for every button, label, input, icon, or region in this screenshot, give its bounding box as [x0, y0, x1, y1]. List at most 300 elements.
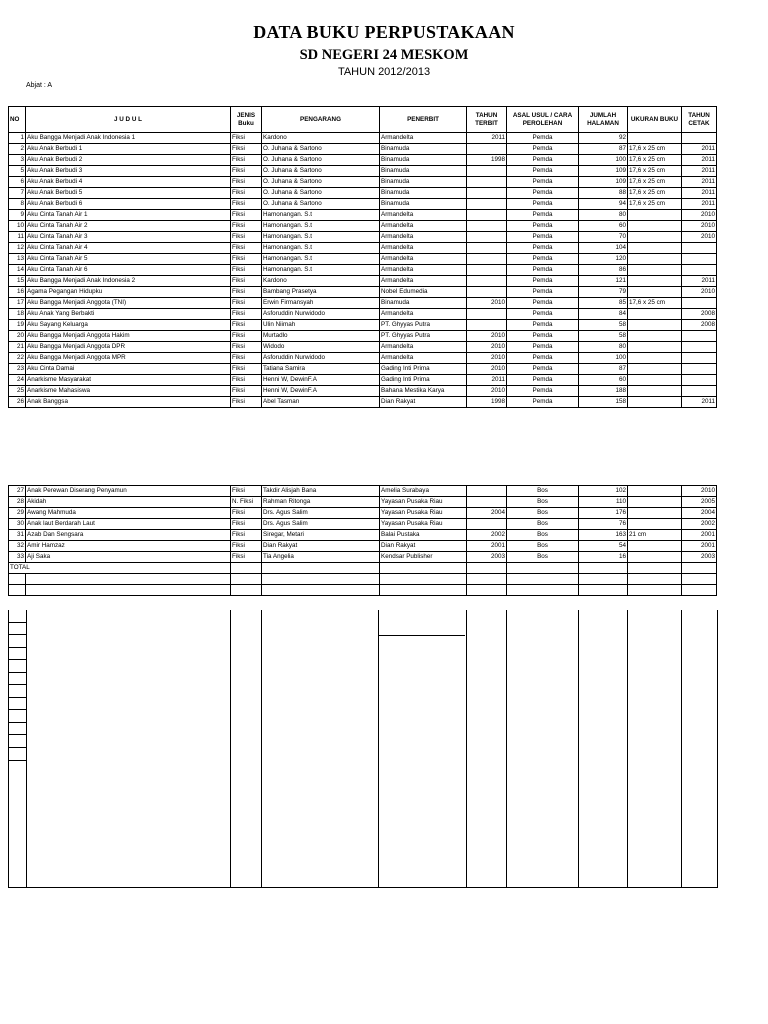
cell-no: 8: [9, 199, 26, 210]
cell-tahun-cetak: [682, 243, 717, 254]
cell-no: 7: [9, 188, 26, 199]
cell-penerbit: Armandelta: [380, 243, 467, 254]
cell-penerbit: Binamuda: [380, 188, 467, 199]
cell-tahun-terbit: [467, 287, 507, 298]
cell-asal-usul: Pemda: [507, 221, 579, 232]
cell-jenis: Fiksi: [231, 353, 262, 364]
cell-tahun-terbit: [467, 276, 507, 287]
cell-tahun-cetak: 2011: [682, 177, 717, 188]
cell-no: 18: [9, 309, 26, 320]
cell-no: 27: [9, 486, 26, 497]
school-name: SD NEGERI 24 MESKOM: [299, 47, 469, 63]
cell-jenis: Fiksi: [231, 375, 262, 386]
cell-tahun-terbit: 2010: [467, 342, 507, 353]
cell-pengarang: Rahman Ritonga: [262, 497, 380, 508]
col-pengarang: PENGARANG: [262, 107, 380, 133]
cell-pengarang: Dian Rakyat: [262, 541, 380, 552]
cell-tahun-cetak: 2010: [682, 486, 717, 497]
cell-tahun-terbit: [467, 232, 507, 243]
cell-judul: Aku Bangga Menjadi Anggota Hakim: [26, 331, 231, 342]
cell-penerbit: Armandelta: [380, 342, 467, 353]
cell-jumlah-halaman: 109: [579, 166, 628, 177]
cell-jumlah-halaman: 60: [579, 375, 628, 386]
cell-pengarang: Asforuddin Nurwidodo: [262, 309, 380, 320]
school-year: TAHUN 2012/2013: [337, 66, 431, 78]
cell-jumlah-halaman: 70: [579, 232, 628, 243]
cell-no: 2: [9, 144, 26, 155]
cell-pengarang: Murtadlo: [262, 331, 380, 342]
cell-penerbit: Binamuda: [380, 166, 467, 177]
cell-ukuran-buku: [628, 309, 682, 320]
table-row: [9, 397, 717, 408]
cell-asal-usul: Bos: [507, 530, 579, 541]
cell-pengarang: Abel Tasman: [262, 397, 380, 408]
cell-jumlah-halaman: 58: [579, 320, 628, 331]
cell-jumlah-halaman: 158: [579, 397, 628, 408]
col-jenis: JENIS Buku: [231, 107, 262, 133]
cell-pengarang: O. Juhana & Sartono: [262, 144, 380, 155]
cell-penerbit: Binamuda: [380, 177, 467, 188]
cell-asal-usul: Pemda: [507, 199, 579, 210]
table-row: [9, 254, 717, 265]
cell-jenis: Fiksi: [231, 177, 262, 188]
cell-tahun-cetak: 2008: [682, 320, 717, 331]
cell-ukuran-buku: [628, 375, 682, 386]
cell-tahun-cetak: [682, 353, 717, 364]
table-row: [9, 342, 717, 353]
table-row: [9, 497, 717, 508]
cell-jenis: Fiksi: [231, 541, 262, 552]
cell-asal-usul: Pemda: [507, 298, 579, 309]
cell-no: 20: [9, 331, 26, 342]
cell-no: 23: [9, 364, 26, 375]
cell-jumlah-halaman: 86: [579, 265, 628, 276]
cell-jenis: Fiksi: [231, 530, 262, 541]
cell-jumlah-halaman: 100: [579, 353, 628, 364]
cell-asal-usul: Pemda: [507, 188, 579, 199]
cell-tahun-cetak: [682, 375, 717, 386]
cell-tahun-terbit: [467, 309, 507, 320]
cell-no: 31: [9, 530, 26, 541]
cell-ukuran-buku: [628, 320, 682, 331]
cell-penerbit: Armandelta: [380, 309, 467, 320]
document-title: DATA BUKU PERPUSTAKAAN: [253, 22, 515, 42]
cell-jenis: Fiksi: [231, 320, 262, 331]
cell-jenis: Fiksi: [231, 552, 262, 563]
cell-ukuran-buku: 17,6 x 25 cm: [628, 155, 682, 166]
cell-jenis: Fiksi: [231, 386, 262, 397]
col-tahun-cetak: TAHUN CETAK: [682, 107, 717, 133]
cell-jumlah-halaman: 79: [579, 287, 628, 298]
cell-tahun-cetak: 2011: [682, 276, 717, 287]
cell-no: 21: [9, 342, 26, 353]
cell-jumlah-halaman: 104: [579, 243, 628, 254]
cell-jumlah-halaman: 120: [579, 254, 628, 265]
cell-asal-usul: Pemda: [507, 155, 579, 166]
cell-penerbit: Dian Rakyat: [380, 541, 467, 552]
cell-judul: Azab Dan Sengsara: [26, 530, 231, 541]
cell-asal-usul: Bos: [507, 541, 579, 552]
table-row: [9, 519, 717, 530]
cell-ukuran-buku: [628, 541, 682, 552]
cell-jumlah-halaman: 102: [579, 486, 628, 497]
table-row: [9, 210, 717, 221]
blank-row: [9, 574, 717, 585]
cell-ukuran-buku: 17,6 x 25 cm: [628, 177, 682, 188]
cell-asal-usul: Bos: [507, 508, 579, 519]
table-row: [9, 232, 717, 243]
cell-no: 5: [9, 166, 26, 177]
cell-no: 13: [9, 254, 26, 265]
table-row: [9, 508, 717, 519]
cell-tahun-cetak: 2011: [682, 144, 717, 155]
table-row: [9, 144, 717, 155]
col-penerbit: PENERBIT: [380, 107, 467, 133]
cell-jenis: Fiksi: [231, 155, 262, 166]
cell-judul: Aku Cinta Tanah Air 6: [26, 265, 231, 276]
cell-no: 12: [9, 243, 26, 254]
cell-tahun-terbit: [467, 265, 507, 276]
cell-jumlah-halaman: 163: [579, 530, 628, 541]
cell-tahun-cetak: 2002: [682, 519, 717, 530]
cell-judul: Aku Cinta Tanah Air 3: [26, 232, 231, 243]
cell-tahun-terbit: [467, 486, 507, 497]
cell-jumlah-halaman: 188: [579, 386, 628, 397]
cell-pengarang: Asforuddin Nurwidodo: [262, 353, 380, 364]
cell-jenis: Fiksi: [231, 254, 262, 265]
cell-judul: Aku Cinta Tanah Air 2: [26, 221, 231, 232]
cell-pengarang: Erwin Firmansyah: [262, 298, 380, 309]
cell-no: 22: [9, 353, 26, 364]
cell-ukuran-buku: [628, 265, 682, 276]
cell-ukuran-buku: [628, 552, 682, 563]
cell-penerbit: Nobel Edumedia: [380, 287, 467, 298]
cell-tahun-terbit: [467, 210, 507, 221]
cell-tahun-cetak: [682, 342, 717, 353]
cell-jenis: Fiksi: [231, 221, 262, 232]
cell-tahun-cetak: [682, 364, 717, 375]
cell-tahun-terbit: [467, 254, 507, 265]
cell-penerbit: Gading Inti Prima: [380, 364, 467, 375]
col-judul: J U D U L: [26, 107, 231, 133]
cell-jenis: Fiksi: [231, 144, 262, 155]
cell-jumlah-halaman: 58: [579, 331, 628, 342]
cell-jumlah-halaman: 60: [579, 221, 628, 232]
cell-jenis: Fiksi: [231, 486, 262, 497]
cell-tahun-cetak: 2010: [682, 232, 717, 243]
cell-jenis: Fiksi: [231, 342, 262, 353]
table-row: [9, 199, 717, 210]
cell-no: 28: [9, 497, 26, 508]
table-row: [9, 552, 717, 563]
cell-jumlah-halaman: 100: [579, 155, 628, 166]
table-row: [9, 298, 717, 309]
cell-tahun-terbit: 2010: [467, 353, 507, 364]
cell-no: 30: [9, 519, 26, 530]
cell-ukuran-buku: [628, 508, 682, 519]
cell-ukuran-buku: [628, 342, 682, 353]
table-header-row: [9, 107, 717, 133]
cell-jenis: Fiksi: [231, 508, 262, 519]
cell-pengarang: Kardono: [262, 276, 380, 287]
col-ukuran-buku: UKURAN BUKU: [628, 107, 682, 133]
cell-jenis: Fiksi: [231, 210, 262, 221]
cell-tahun-cetak: 2010: [682, 221, 717, 232]
cell-pengarang: Hamonangan. S.t: [262, 254, 380, 265]
cell-asal-usul: Pemda: [507, 386, 579, 397]
col-asal-usul: ASAL USUL / CARA PEROLEHAN: [507, 107, 579, 133]
cell-pengarang: Henni W, DewinF.A: [262, 386, 380, 397]
col-tahun-terbit: TAHUN TERBIT: [467, 107, 507, 133]
cell-jenis: Fiksi: [231, 298, 262, 309]
cell-jumlah-halaman: 176: [579, 508, 628, 519]
cell-penerbit: Balai Pustaka: [380, 530, 467, 541]
cell-jumlah-halaman: 87: [579, 364, 628, 375]
cell-pengarang: Hamonangan. S.t: [262, 210, 380, 221]
cell-jumlah-halaman: 80: [579, 342, 628, 353]
cell-asal-usul: Pemda: [507, 232, 579, 243]
cell-jumlah-halaman: 110: [579, 497, 628, 508]
cell-judul: Aku Anak Berbudi 2: [26, 155, 231, 166]
cell-penerbit: Armandelta: [380, 133, 467, 144]
cell-tahun-cetak: [682, 298, 717, 309]
abjat-label: Abjat : A: [26, 82, 53, 89]
cell-jumlah-halaman: 121: [579, 276, 628, 287]
cell-judul: Anarkisme Mahasiswa: [26, 386, 231, 397]
cell-ukuran-buku: 21 cm: [628, 530, 682, 541]
cell-penerbit: Binamuda: [380, 199, 467, 210]
cell-pengarang: Henni W, DewinF.A: [262, 375, 380, 386]
cell-ukuran-buku: [628, 364, 682, 375]
cell-judul: Aku Anak Berbudi 6: [26, 199, 231, 210]
cell-pengarang: O. Juhana & Sartono: [262, 188, 380, 199]
table-row: [9, 265, 717, 276]
cell-tahun-cetak: [682, 386, 717, 397]
table-row: [9, 287, 717, 298]
cell-ukuran-buku: [628, 386, 682, 397]
cell-no: 17: [9, 298, 26, 309]
cell-judul: Aku Bangga Menjadi Anggota MPR: [26, 353, 231, 364]
cell-penerbit: Dian Rakyat: [380, 397, 467, 408]
cell-judul: Aku Cinta Damai: [26, 364, 231, 375]
cell-asal-usul: Pemda: [507, 353, 579, 364]
cell-ukuran-buku: [628, 243, 682, 254]
cell-jenis: Fiksi: [231, 199, 262, 210]
cell-tahun-terbit: [467, 221, 507, 232]
cell-jumlah-halaman: 88: [579, 188, 628, 199]
cell-judul: Anak Banggsa: [26, 397, 231, 408]
cell-no: 32: [9, 541, 26, 552]
cell-pengarang: Hamonangan. S.t: [262, 265, 380, 276]
cell-tahun-cetak: 2001: [682, 541, 717, 552]
cell-no: 9: [9, 210, 26, 221]
cell-jenis: Fiksi: [231, 331, 262, 342]
cell-ukuran-buku: [628, 331, 682, 342]
cell-asal-usul: Bos: [507, 486, 579, 497]
cell-pengarang: O. Juhana & Sartono: [262, 177, 380, 188]
cell-jumlah-halaman: 85: [579, 298, 628, 309]
cell-jenis: Fiksi: [231, 519, 262, 530]
cell-penerbit: Kendsar Publisher: [380, 552, 467, 563]
cell-tahun-terbit: [467, 144, 507, 155]
cell-jenis: Fiksi: [231, 397, 262, 408]
cell-ukuran-buku: [628, 221, 682, 232]
book-table-1: [8, 106, 717, 408]
cell-tahun-terbit: 2010: [467, 331, 507, 342]
cell-judul: Aku Cinta Tanah Air 1: [26, 210, 231, 221]
cell-penerbit: PT. Ghyyas Putra: [380, 320, 467, 331]
cell-no: 19: [9, 320, 26, 331]
cell-jumlah-halaman: 84: [579, 309, 628, 320]
cell-asal-usul: Pemda: [507, 287, 579, 298]
cell-jumlah-halaman: 54: [579, 541, 628, 552]
cell-ukuran-buku: 17,6 x 25 cm: [628, 166, 682, 177]
col-jumlah-halaman: JUMLAH HALAMAN: [579, 107, 628, 133]
cell-pengarang: Bambang Prasetya: [262, 287, 380, 298]
cell-penerbit: Yayasan Pusaka Riau: [380, 519, 467, 530]
table-row: [9, 486, 717, 497]
table-row: [9, 133, 717, 144]
cell-pengarang: Tatiana Samira: [262, 364, 380, 375]
table-row: [9, 188, 717, 199]
cell-pengarang: Ulin Niimah: [262, 320, 380, 331]
cell-judul: Aku Bangga Menjadi Anak Indonesia 1: [26, 133, 231, 144]
cell-pengarang: Hamonangan. S.t: [262, 221, 380, 232]
cell-penerbit: Armandelta: [380, 353, 467, 364]
cell-penerbit: PT. Ghyyas Putra: [380, 331, 467, 342]
cell-asal-usul: Pemda: [507, 331, 579, 342]
cell-tahun-terbit: [467, 199, 507, 210]
cell-penerbit: Armandelta: [380, 265, 467, 276]
cell-tahun-cetak: 2004: [682, 508, 717, 519]
cell-jumlah-halaman: 92: [579, 133, 628, 144]
cell-tahun-terbit: [467, 243, 507, 254]
table-row: [9, 375, 717, 386]
cell-tahun-terbit: 2001: [467, 541, 507, 552]
cell-judul: Aji Saka: [26, 552, 231, 563]
cell-asal-usul: Pemda: [507, 144, 579, 155]
cell-pengarang: Hamonangan. S.t: [262, 232, 380, 243]
cell-ukuran-buku: [628, 210, 682, 221]
cell-penerbit: Bahana Mestika Karya: [380, 386, 467, 397]
cell-tahun-terbit: [467, 519, 507, 530]
cell-penerbit: Binamuda: [380, 155, 467, 166]
cell-asal-usul: Pemda: [507, 320, 579, 331]
cell-ukuran-buku: [628, 353, 682, 364]
cell-pengarang: Takdir Alisjah Bana: [262, 486, 380, 497]
cell-tahun-terbit: 2002: [467, 530, 507, 541]
cell-no: 16: [9, 287, 26, 298]
cell-tahun-terbit: 1998: [467, 155, 507, 166]
cell-asal-usul: Pemda: [507, 375, 579, 386]
cell-asal-usul: Pemda: [507, 364, 579, 375]
cell-asal-usul: Pemda: [507, 166, 579, 177]
cell-judul: Anarkisme Masyarakat: [26, 375, 231, 386]
col-no: NO: [9, 107, 26, 133]
cell-jenis: N. Fiksi: [231, 497, 262, 508]
cell-tahun-cetak: 2011: [682, 199, 717, 210]
cell-jenis: Fiksi: [231, 232, 262, 243]
cell-pengarang: Kardono: [262, 133, 380, 144]
cell-tahun-terbit: 2010: [467, 298, 507, 309]
cell-tahun-terbit: 2011: [467, 375, 507, 386]
cell-jumlah-halaman: 87: [579, 144, 628, 155]
cell-judul: Aku Anak Berbudi 1: [26, 144, 231, 155]
cell-ukuran-buku: [628, 519, 682, 530]
cell-no: 3: [9, 155, 26, 166]
cell-tahun-terbit: 2003: [467, 552, 507, 563]
cell-penerbit: Amelia Surabaya: [380, 486, 467, 497]
table-row: [9, 331, 717, 342]
cell-tahun-cetak: [682, 254, 717, 265]
cell-judul: Akidah: [26, 497, 231, 508]
cell-asal-usul: Pemda: [507, 243, 579, 254]
cell-tahun-cetak: 2011: [682, 188, 717, 199]
cell-penerbit: Armandelta: [380, 232, 467, 243]
cell-tahun-terbit: [467, 166, 507, 177]
cell-no: 14: [9, 265, 26, 276]
cell-penerbit: Yayasan Pusaka Riau: [380, 497, 467, 508]
cell-tahun-terbit: 1998: [467, 397, 507, 408]
cell-pengarang: Drs. Agus Salim: [262, 519, 380, 530]
table-row: [9, 166, 717, 177]
cell-asal-usul: Pemda: [507, 342, 579, 353]
cell-penerbit: Armandelta: [380, 221, 467, 232]
cell-judul: Amir Hamzaz: [26, 541, 231, 552]
cell-ukuran-buku: 17,6 x 25 cm: [628, 298, 682, 309]
cell-judul: Anak laut Berdarah Laut: [26, 519, 231, 530]
cell-tahun-cetak: 2011: [682, 166, 717, 177]
table-row: [9, 221, 717, 232]
cell-tahun-cetak: [682, 265, 717, 276]
cell-pengarang: O. Juhana & Sartono: [262, 166, 380, 177]
cell-tahun-cetak: [682, 331, 717, 342]
cell-tahun-terbit: [467, 177, 507, 188]
cell-jumlah-halaman: 16: [579, 552, 628, 563]
cell-asal-usul: Bos: [507, 552, 579, 563]
cell-tahun-terbit: [467, 497, 507, 508]
table-row: [9, 541, 717, 552]
book-table-2: [8, 485, 717, 596]
cell-asal-usul: Pemda: [507, 265, 579, 276]
cell-asal-usul: Pemda: [507, 210, 579, 221]
cell-penerbit: Armandelta: [380, 276, 467, 287]
cell-jumlah-halaman: 109: [579, 177, 628, 188]
cell-judul: Aku Anak Yang Berbakti: [26, 309, 231, 320]
table-row: [9, 177, 717, 188]
cell-no: 29: [9, 508, 26, 519]
cell-tahun-cetak: 2005: [682, 497, 717, 508]
cell-asal-usul: Pemda: [507, 276, 579, 287]
cell-ukuran-buku: [628, 276, 682, 287]
cell-ukuran-buku: [628, 287, 682, 298]
table-row: [9, 276, 717, 287]
cell-ukuran-buku: [628, 232, 682, 243]
cell-ukuran-buku: 17,6 x 25 cm: [628, 188, 682, 199]
cell-judul: Aku Anak Berbudi 5: [26, 188, 231, 199]
table-row: [9, 320, 717, 331]
cell-tahun-cetak: 2003: [682, 552, 717, 563]
table-row: [9, 530, 717, 541]
cell-tahun-cetak: 2011: [682, 397, 717, 408]
cell-no: 33: [9, 552, 26, 563]
cell-jumlah-halaman: 76: [579, 519, 628, 530]
cell-jumlah-halaman: 80: [579, 210, 628, 221]
cell-pengarang: Hamonangan. S.t: [262, 243, 380, 254]
cell-pengarang: O. Juhana & Sartono: [262, 155, 380, 166]
cell-asal-usul: Bos: [507, 519, 579, 530]
cell-no: 10: [9, 221, 26, 232]
